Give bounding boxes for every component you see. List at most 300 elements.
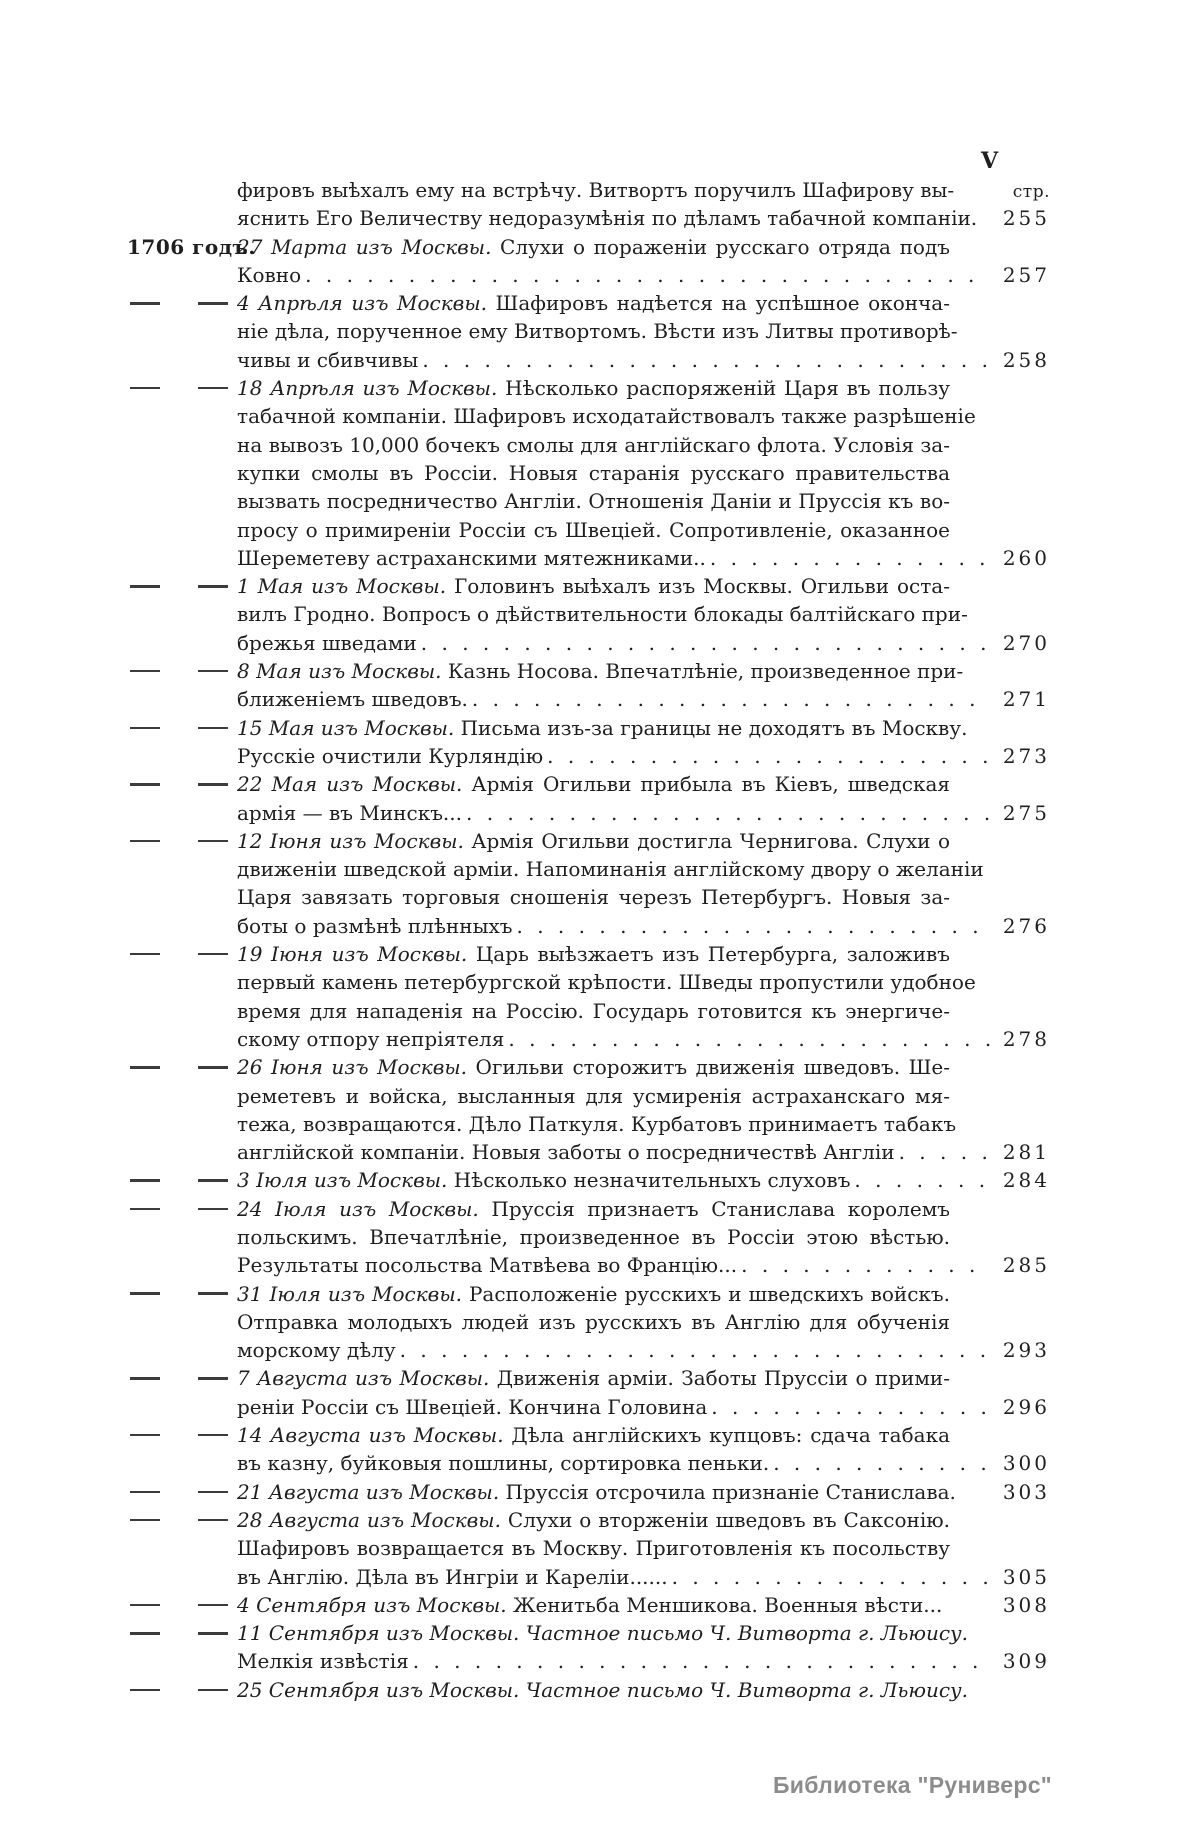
entry-text: въ Англію. Дѣла въ Ингріи и Кареліи...... [237, 1564, 668, 1589]
entry-line-text [237, 1534, 950, 1562]
toc-entry [237, 1364, 1050, 1421]
page-number: 276 [1002, 913, 1050, 938]
margin-ditto-marks [127, 827, 231, 855]
entry-line-text [237, 1478, 956, 1506]
dot-leader [773, 1449, 990, 1477]
entry-text: боты о размѣнѣ плѣнныхъ [237, 913, 513, 938]
entry-line-text [237, 600, 968, 628]
entry-text: Шереметеву астраханскими мятежниками.. [237, 545, 706, 570]
entry-line-text [237, 176, 955, 204]
entry-text: Результаты посольства Матвѣева во Францію... [237, 1253, 738, 1278]
entry-text: просу о примиреніи Россіи съ Швеціей. Сопротивленіе, оказанное [237, 517, 950, 542]
entry-line-text [237, 629, 417, 657]
date-italic-text: Частное письмо Ч. Витворта г. Льюису. [519, 1677, 969, 1702]
toc-entry [237, 827, 1050, 940]
entry-text: купки смолы въ Россіи. Новыя старанія русскаго правительства [237, 460, 950, 485]
entry-line-text [237, 233, 950, 261]
ditto-dash [198, 302, 228, 305]
entry-text: Слухи о пораженіи русскаго отряда подъ [491, 234, 950, 259]
entry-text: Шафировъ надѣется на успѣшное оконча- [486, 291, 950, 316]
entry-line-text [237, 1025, 504, 1053]
page-number: 258 [1002, 347, 1050, 372]
entry-line [237, 346, 1050, 374]
entry-line-text [237, 714, 968, 742]
entry-line [237, 1619, 1047, 1647]
margin-ditto-marks [127, 572, 231, 600]
date-italic-text: 15 Мая изъ Москвы. [237, 715, 455, 740]
entry-text: Русскіе очистили Курляндію [237, 743, 544, 768]
ditto-dash [130, 585, 160, 588]
date-italic-text: 7 Августа изъ Москвы. [237, 1366, 490, 1391]
entry-line [237, 714, 1047, 742]
ditto-dash [130, 387, 160, 390]
page-number: 257 [1002, 262, 1050, 287]
entry-line [237, 1223, 1047, 1251]
entry-text: Письма изъ-за границы не доходятъ въ Москву. [454, 715, 968, 740]
date-italic-text: 22 Мая изъ Москвы. [237, 772, 463, 797]
margin-ditto-marks [127, 1676, 231, 1704]
entry-line-text [237, 1563, 668, 1591]
entry-line-text [237, 346, 418, 374]
entry-line-text [237, 1364, 950, 1392]
ditto-dash [130, 840, 160, 843]
page-number: 309 [1002, 1649, 1050, 1674]
folio-page-number: V [981, 148, 1000, 174]
ditto-dash [198, 1689, 228, 1692]
date-italic-text: 21 Августа изъ Москвы. [237, 1479, 500, 1504]
date-italic-text: 31 Іюля изъ Москвы. [237, 1281, 462, 1306]
margin-ditto-marks [127, 657, 231, 685]
entry-text: Нѣсколько незначительныхъ слуховъ [447, 1168, 851, 1193]
ditto-dash [198, 1377, 228, 1380]
entry-line [237, 685, 1050, 713]
dot-leader [741, 1251, 990, 1279]
entry-line-text [237, 1166, 850, 1194]
entry-text: фировъ выѣхалъ ему на встрѣчу. Витвортъ поручилъ Шафирову вы- [237, 178, 955, 202]
entry-line-text [237, 1449, 769, 1477]
entry-text: Армія Огильви прибыла въ Кіевъ, шведская [462, 772, 950, 797]
dot-leader [400, 1336, 990, 1364]
entry-line-text [237, 940, 950, 968]
entry-text: первый камень петербургской крѣпости. Шведы пропустили удобное [237, 970, 976, 995]
dot-leader [421, 629, 990, 657]
entry-line [237, 600, 1047, 628]
toc-entry [237, 572, 1050, 657]
margin-year-label: 1706 годъ. [127, 234, 256, 259]
margin-ditto-marks [127, 1591, 231, 1619]
entry-line [237, 1138, 1050, 1166]
entry-line [237, 261, 1050, 289]
entry-line-text [237, 1647, 409, 1675]
toc-entry [237, 1053, 1050, 1166]
entry-line-text [237, 770, 950, 798]
ditto-dash [130, 783, 160, 786]
ditto-dash [198, 1491, 228, 1494]
entry-line-text [237, 1676, 969, 1704]
entry-line-text [237, 1251, 737, 1279]
dot-leader [466, 799, 990, 827]
entry-text: Шафировъ возвращается въ Москву. Приготовленія къ посольству [237, 1536, 950, 1561]
margin-ditto-marks [127, 1619, 231, 1647]
entry-line-text [237, 742, 543, 770]
dot-leader [854, 1166, 990, 1194]
page-number: 300 [1002, 1451, 1050, 1476]
entry-text: Пруссія признаетъ Станислава королемъ [478, 1196, 950, 1221]
page-number: 271 [1002, 687, 1050, 712]
entry-line-text [237, 374, 950, 402]
entry-line-text [237, 1195, 950, 1223]
entry-line [237, 968, 1047, 996]
entry-line [237, 1280, 1047, 1308]
entry-text: Армія Огильви достигла Чернигова. Слухи о [463, 828, 950, 853]
dot-leader [472, 685, 990, 713]
page-number: 296 [1002, 1394, 1050, 1419]
toc-entry [127, 233, 1050, 290]
entry-text: Ковно [237, 262, 302, 287]
entry-line-text [237, 827, 950, 855]
entry-text: англійской компаніи. Новыя заботы о посредничествѣ Англіи [237, 1140, 895, 1165]
margin-ditto-marks [127, 770, 231, 798]
page-number: 255 [1002, 206, 1050, 231]
entry-text: табачной компаніи. Шафировъ исходатайствовалъ также разрѣшеніе [237, 404, 976, 429]
entry-line [237, 572, 1047, 600]
entry-line-text [237, 883, 950, 911]
entry-line-text [237, 289, 950, 317]
entry-text: движеніи шведской арміи. Напоминанія англійскому двору о желаніи [237, 857, 984, 882]
margin-ditto-marks [127, 289, 231, 317]
ditto-dash [198, 840, 228, 843]
entry-line-text [237, 204, 977, 232]
ditto-dash [198, 1292, 228, 1295]
toc-entry [237, 1619, 1050, 1676]
entry-line [237, 1449, 1050, 1477]
ditto-dash [130, 1179, 160, 1182]
date-italic-text: 25 Сентября изъ Москвы. [237, 1677, 520, 1702]
entry-text: морскому дѣлу [237, 1338, 396, 1363]
ditto-dash [198, 1208, 228, 1211]
entry-line [237, 204, 1050, 232]
entry-line [237, 997, 1047, 1025]
date-italic-text: 24 Іюля изъ Москвы. [237, 1196, 479, 1221]
entry-line [237, 1166, 1050, 1194]
ditto-dash [130, 1208, 160, 1211]
entry-line-text [237, 657, 964, 685]
entry-line [237, 1110, 1047, 1138]
entry-line-text [237, 968, 976, 996]
toc-entry [237, 1195, 1050, 1280]
entry-line-text [237, 572, 950, 600]
date-italic-text: 12 Іюня изъ Москвы. [237, 828, 464, 853]
entry-line-text [237, 685, 468, 713]
entry-text: Дѣла англійскихъ купцовъ: сдача табака [503, 1423, 950, 1448]
entry-line [237, 1025, 1050, 1053]
ditto-dash [130, 1604, 160, 1607]
dot-leader [305, 261, 990, 289]
margin-ditto-marks [127, 1166, 231, 1194]
entry-line [237, 1563, 1050, 1591]
entry-line [237, 1082, 1047, 1110]
entry-line [237, 1053, 1047, 1081]
entry-line-text [237, 1591, 942, 1619]
entry-line [237, 1478, 1050, 1506]
date-italic-text: 3 Іюля изъ Москвы. [237, 1168, 448, 1193]
page-column-header: стр. [1012, 182, 1050, 202]
entry-text: чивы и сбивчивы [237, 347, 419, 372]
date-italic-text: 19 Іюня изъ Москвы. [237, 942, 468, 967]
ditto-dash [130, 1519, 160, 1522]
entry-text: Казнь Носова. Впечатлѣніе, произведенное при- [441, 659, 964, 684]
entry-line [237, 1195, 1047, 1223]
entry-line [237, 742, 1050, 770]
margin-ditto-marks [127, 714, 231, 742]
toc-entry [237, 1166, 1050, 1194]
entry-line [237, 1364, 1047, 1392]
entry-line [237, 487, 1047, 515]
date-italic-text: Частное письмо Ч. Витворта г. Льюису. [519, 1621, 969, 1646]
entry-line [237, 1308, 1047, 1336]
entry-line-text [237, 1308, 950, 1336]
entry-line [237, 317, 1047, 345]
entry-line [237, 516, 1047, 544]
dot-leader [517, 912, 991, 940]
ditto-dash [198, 1632, 228, 1635]
table-of-contents [127, 176, 1050, 1704]
entry-text: Расположеніе русскихъ и шведскихъ войскъ. [461, 1281, 950, 1306]
margin-ditto-marks [127, 1478, 231, 1506]
entry-line [237, 770, 1047, 798]
toc-entry [237, 1591, 1050, 1619]
entry-line-text [237, 1110, 957, 1138]
ditto-dash [130, 1292, 160, 1295]
date-italic-text: 8 Мая изъ Москвы. [237, 659, 442, 684]
entry-line [237, 1534, 1047, 1562]
entry-text: ніе дѣла, порученное ему Витвортомъ. Вѣсти изъ Литвы противорѣ- [237, 319, 958, 344]
margin-ditto-marks [127, 1195, 231, 1223]
date-italic-text: 14 Августа изъ Москвы. [237, 1423, 504, 1448]
ditto-dash [130, 953, 160, 956]
toc-entry [237, 374, 1050, 572]
date-italic-text: 27 Марта изъ Москвы. [237, 234, 492, 259]
ditto-dash [198, 1179, 228, 1182]
entry-line-text [237, 799, 462, 827]
page-number: 278 [1002, 1026, 1050, 1051]
entry-line [237, 233, 1047, 261]
ditto-dash [130, 1377, 160, 1380]
page-number: 293 [1002, 1338, 1050, 1363]
entry-text: вилъ Гродно. Вопросъ о дѣйствительности блокады балтійскаго при- [237, 602, 968, 627]
entry-line-text [237, 912, 513, 940]
margin-ditto-marks [127, 940, 231, 968]
ditto-dash [130, 670, 160, 673]
page-number: 281 [1002, 1140, 1050, 1165]
entry-text: Женитьба Меншикова. Военныя вѣсти... [506, 1592, 943, 1617]
toc-entry [237, 657, 1050, 714]
toc-entry [237, 714, 1050, 771]
toc-entries [127, 176, 1050, 1704]
page-number: 270 [1002, 630, 1050, 655]
toc-entry [237, 770, 1050, 827]
entry-line-text [237, 261, 301, 289]
entry-text: реніи Россіи съ Швеціей. Кончина Головина [237, 1394, 708, 1419]
entry-line [237, 374, 1047, 402]
entry-line [237, 1647, 1050, 1675]
ditto-dash [130, 1689, 160, 1692]
entry-text: армія — въ Минскъ... [237, 800, 462, 825]
entry-text: Мелкія извѣстія [237, 1649, 409, 1674]
page-number: 284 [1002, 1168, 1050, 1193]
ditto-dash [198, 1434, 228, 1437]
entry-text: Царя завязать торговыя сношенія черезъ Петербургъ. Новыя за- [237, 885, 950, 910]
entry-line-text [237, 431, 950, 459]
entry-line [237, 1251, 1050, 1279]
entry-line-text [237, 1138, 895, 1166]
ditto-dash [130, 727, 160, 730]
entry-line [237, 459, 1047, 487]
ditto-dash [198, 585, 228, 588]
entry-line [237, 912, 1050, 940]
dot-leader [413, 1647, 990, 1675]
entry-line [237, 1393, 1050, 1421]
ditto-dash [198, 1066, 228, 1069]
entry-line [237, 1336, 1050, 1364]
toc-entry [237, 1280, 1050, 1365]
ditto-dash [130, 302, 160, 305]
entry-text: Пруссія отсрочила признаніе Станислава. [499, 1479, 956, 1504]
date-italic-text: 11 Сентября изъ Москвы. [237, 1621, 520, 1646]
entry-text: скому отпору непріятеля [237, 1026, 505, 1051]
entry-text: въ казну, буйковыя пошлины, сортировка пеньки. [237, 1451, 770, 1476]
ditto-dash [198, 387, 228, 390]
page-number: 305 [1002, 1564, 1050, 1589]
dot-leader [508, 1025, 990, 1053]
entry-text: Нѣсколько распоряженій Царя въ пользу [497, 376, 950, 401]
page-number: 303 [1002, 1479, 1050, 1504]
date-italic-text: 18 Апрѣля изъ Москвы. [237, 376, 498, 401]
toc-entry [237, 1478, 1050, 1506]
entry-line-text [237, 1082, 950, 1110]
date-italic-text: 4 Апрѣля изъ Москвы. [237, 291, 487, 316]
page-number: 308 [1002, 1592, 1050, 1617]
entry-line [237, 799, 1050, 827]
page-number: 273 [1002, 743, 1050, 768]
margin-ditto-marks [127, 1280, 231, 1308]
entry-text: Огильви сторожитъ движенія шведовъ. Ше- [467, 1055, 950, 1080]
entry-line-text [237, 1280, 950, 1308]
margin-ditto-marks [127, 1421, 231, 1449]
entry-text: вызвать посредничество Англіи. Отношенія Даніи и Пруссія къ во- [237, 489, 950, 514]
entry-line-text [237, 516, 950, 544]
toc-entry [237, 176, 1050, 233]
library-watermark: Библиотека "Руниверс" [772, 1772, 1052, 1798]
margin-ditto-marks [127, 1053, 231, 1081]
entry-line [237, 1421, 1047, 1449]
entry-text: Головинъ выѣхалъ изъ Москвы. Огильви оста- [446, 574, 950, 599]
entry-line-text [237, 544, 706, 572]
toc-entry [237, 289, 1050, 374]
ditto-dash [130, 1491, 160, 1494]
entry-text: Движенія арміи. Заботы Пруссіи о прими- [489, 1366, 950, 1391]
toc-entry [237, 1506, 1050, 1591]
toc-entry [237, 1676, 1047, 1704]
entry-line [237, 289, 1047, 317]
entry-line [237, 855, 1047, 883]
entry-line [237, 657, 1047, 685]
margin-ditto-marks [127, 374, 231, 402]
entry-line-text [237, 317, 958, 345]
margin-ditto-marks [127, 1506, 231, 1534]
page-number: 285 [1002, 1253, 1050, 1278]
ditto-dash [130, 1632, 160, 1635]
entry-line [237, 176, 1050, 204]
entry-text: Слухи о вторженіи шведовъ въ Саксонію. [500, 1507, 950, 1532]
entry-line [237, 827, 1047, 855]
entry-line-text [237, 459, 950, 487]
entry-line [237, 544, 1050, 572]
ditto-dash [130, 1066, 160, 1069]
ditto-dash [198, 727, 228, 730]
toc-entry [237, 1421, 1050, 1478]
entry-line [237, 629, 1050, 657]
entry-line-text [237, 997, 950, 1025]
entry-text: тежа, возвращаются. Дѣло Паткуля. Курбатовъ принимаетъ табакъ [237, 1111, 957, 1136]
dot-leader [710, 544, 990, 572]
entry-line-text [237, 1393, 707, 1421]
date-italic-text: 1 Мая изъ Москвы. [237, 574, 447, 599]
ditto-dash [130, 1434, 160, 1437]
entry-text: яснить Его Величеству недоразумѣнія по дѣламъ табачной компаніи. [237, 206, 978, 231]
toc-entry [237, 940, 1050, 1053]
entry-line [237, 940, 1047, 968]
entry-line [237, 1506, 1047, 1534]
entry-line-text [237, 855, 984, 883]
dot-leader [899, 1138, 990, 1166]
ditto-dash [198, 1519, 228, 1522]
entry-line-text [237, 1421, 950, 1449]
entry-line [237, 1676, 1047, 1704]
entry-line [237, 1591, 1050, 1619]
entry-line-text [237, 1053, 950, 1081]
entry-line-text [237, 487, 950, 515]
entry-line-text [237, 1223, 950, 1251]
entry-text: на вывозъ 10,000 бочекъ смолы для англійскаго флота. Условія за- [237, 432, 950, 457]
entry-text: ближеніемъ шведовъ. [237, 687, 468, 712]
dot-leader [672, 1563, 990, 1591]
ditto-dash [198, 1604, 228, 1607]
date-italic-text: 4 Сентября изъ Москвы. [237, 1592, 507, 1617]
entry-text: Царь выѣзжаетъ изъ Петербурга, заложивъ [467, 942, 951, 967]
ditto-dash [198, 953, 228, 956]
dot-leader [547, 742, 990, 770]
entry-text: время для нападенія на Россію. Государь готовится къ энергиче- [237, 998, 950, 1023]
entry-line-text [237, 1336, 396, 1364]
entry-text: польскимъ. Впечатлѣніе, произведенное въ Россіи этою вѣстью. [237, 1224, 950, 1249]
ditto-dash [198, 783, 228, 786]
entry-line-text [237, 402, 976, 430]
entry-text: Отправка молодыхъ людей изъ русскихъ въ Англію для обученія [237, 1309, 950, 1334]
margin-ditto-marks [127, 1364, 231, 1392]
dot-leader [422, 346, 990, 374]
entry-line [237, 431, 1047, 459]
entry-line [237, 402, 1047, 430]
entry-line [237, 883, 1047, 911]
date-italic-text: 26 Іюня изъ Москвы. [237, 1055, 468, 1080]
entry-text: реметевъ и войска, высланныя для усмиренія астраханскаго мя- [237, 1083, 950, 1108]
page-number: 275 [1002, 800, 1050, 825]
date-italic-text: 28 Августа изъ Москвы. [237, 1507, 501, 1532]
dot-leader [711, 1393, 990, 1421]
entry-line-text [237, 1506, 950, 1534]
ditto-dash [198, 670, 228, 673]
